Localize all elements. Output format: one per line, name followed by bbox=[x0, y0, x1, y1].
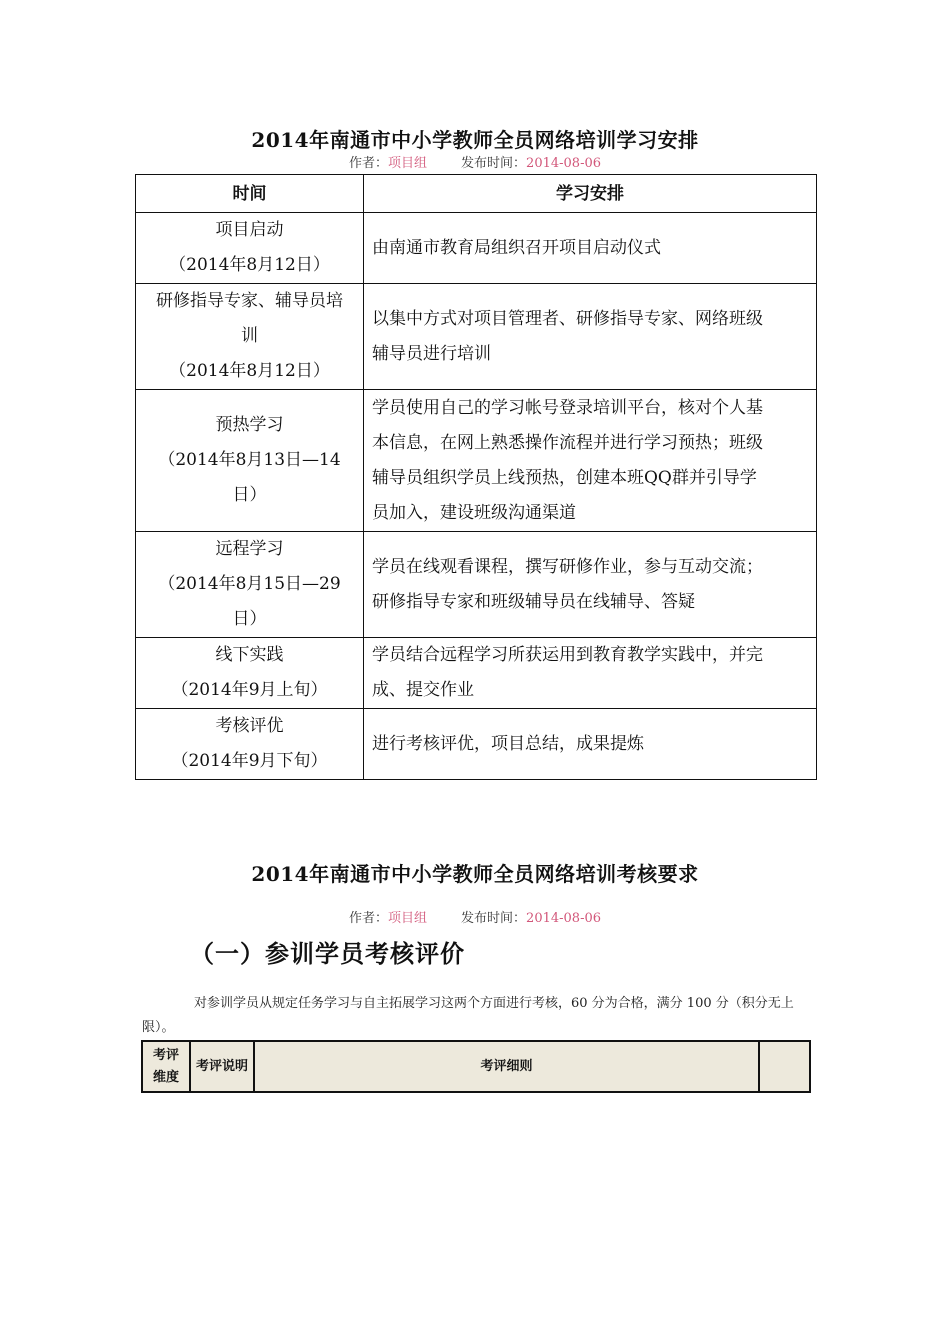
time-line: 日） bbox=[232, 485, 267, 505]
plan-line: 辅导员进行培训 bbox=[372, 343, 491, 364]
plan-line: 员加入，建设班级沟通渠道 bbox=[372, 502, 576, 523]
schedule-row bbox=[136, 638, 817, 709]
time-line: 训 bbox=[241, 326, 258, 346]
time-line: （2014年9月下旬） bbox=[171, 751, 328, 771]
time-line: 考核评优 bbox=[215, 716, 284, 736]
schedule-row bbox=[136, 390, 817, 532]
schedule-title: 2014年南通市中小学教师全员网络培训学习安排 bbox=[251, 128, 699, 152]
plan-line: 辅导员组织学员上线预热，创建本班QQ群并引导学 bbox=[372, 467, 757, 488]
time-line: 项目启动 bbox=[215, 220, 284, 240]
schedule-time-cell bbox=[136, 709, 364, 780]
assessment-paragraph: 对参训学员从规定任务学习与自主拓展学习这两个方面进行考核，60 分为合格，满分 100 分（积分无上限）。 bbox=[142, 996, 794, 1035]
header-plan: 学习安排 bbox=[364, 175, 817, 213]
schedule-plan-cell bbox=[364, 284, 817, 390]
plan-line: 进行考核评优，项目总结，成果提炼 bbox=[372, 733, 644, 754]
schedule-plan-cell bbox=[364, 532, 817, 638]
time-line: （2014年9月上旬） bbox=[171, 680, 328, 700]
date-value: 2014-08-06 bbox=[526, 156, 601, 171]
assessment-meta bbox=[0, 907, 950, 926]
schedule-plan-cell bbox=[364, 213, 817, 284]
schedule-header-row bbox=[136, 175, 817, 213]
time-line: 预热学习 bbox=[215, 415, 284, 435]
date-label: 发布时间： bbox=[461, 911, 527, 926]
eval-header-empty bbox=[759, 1041, 810, 1092]
schedule-time-cell bbox=[136, 532, 364, 638]
schedule-plan-cell bbox=[364, 390, 817, 532]
plan-line: 研修指导专家和班级辅导员在线辅导、答疑 bbox=[372, 591, 695, 612]
plan-line: 成、提交作业 bbox=[372, 680, 474, 700]
time-line: （2014年8月15日—29 bbox=[158, 574, 341, 594]
schedule-table bbox=[135, 174, 817, 780]
schedule-time-cell bbox=[136, 213, 364, 284]
time-line: （2014年8月13日—14 bbox=[158, 450, 341, 470]
time-line: 远程学习 bbox=[215, 539, 284, 559]
eval-header-description: 考评说明 bbox=[190, 1041, 254, 1092]
schedule-row bbox=[136, 213, 817, 284]
time-line: 日） bbox=[232, 609, 267, 629]
time-line: 线下实践 bbox=[215, 645, 284, 665]
evaluation-header-row bbox=[142, 1041, 810, 1092]
plan-line: 学员使用自己的学习帐号登录培训平台，核对个人基 bbox=[372, 397, 763, 418]
schedule-time-cell bbox=[136, 390, 364, 532]
author-label: 作者： bbox=[349, 911, 389, 926]
time-line: 研修指导专家、辅导员培 bbox=[156, 291, 343, 311]
eval-header-rules: 考评细则 bbox=[254, 1041, 759, 1092]
schedule-row bbox=[136, 532, 817, 638]
time-line: （2014年8月12日） bbox=[169, 361, 330, 381]
plan-line: 以集中方式对项目管理者、研修指导专家、网络班级 bbox=[372, 308, 763, 329]
schedule-time-cell bbox=[136, 284, 364, 390]
header-time: 时间 bbox=[136, 175, 364, 213]
date-label: 发布时间： bbox=[461, 156, 527, 171]
schedule-row bbox=[136, 709, 817, 780]
date-value: 2014-08-06 bbox=[526, 911, 601, 926]
schedule-meta bbox=[0, 152, 950, 171]
plan-line: 本信息，在网上熟悉操作流程并进行学习预热；班级 bbox=[372, 432, 763, 453]
section-heading: （一）参训学员考核评价 bbox=[190, 939, 465, 968]
eval-header-dimension: 考评维度 bbox=[142, 1041, 190, 1092]
time-line: （2014年8月12日） bbox=[169, 255, 330, 275]
evaluation-table bbox=[141, 1040, 811, 1093]
schedule-plan-cell bbox=[364, 709, 817, 780]
author-label: 作者： bbox=[349, 156, 389, 171]
schedule-row bbox=[136, 284, 817, 390]
plan-line: 由南通市教育局组织召开项目启动仪式 bbox=[372, 237, 661, 258]
plan-line: 学员在线观看课程，撰写研修作业，参与互动交流； bbox=[372, 556, 763, 577]
schedule-plan-cell bbox=[364, 638, 817, 709]
assessment-title: 2014年南通市中小学教师全员网络培训考核要求 bbox=[251, 862, 699, 886]
schedule-time-cell bbox=[136, 638, 364, 709]
author-value[interactable]: 项目组 bbox=[388, 911, 428, 926]
plan-line: 学员结合远程学习所获运用到教育教学实践中，并完 bbox=[372, 645, 763, 665]
author-value[interactable]: 项目组 bbox=[388, 156, 428, 171]
